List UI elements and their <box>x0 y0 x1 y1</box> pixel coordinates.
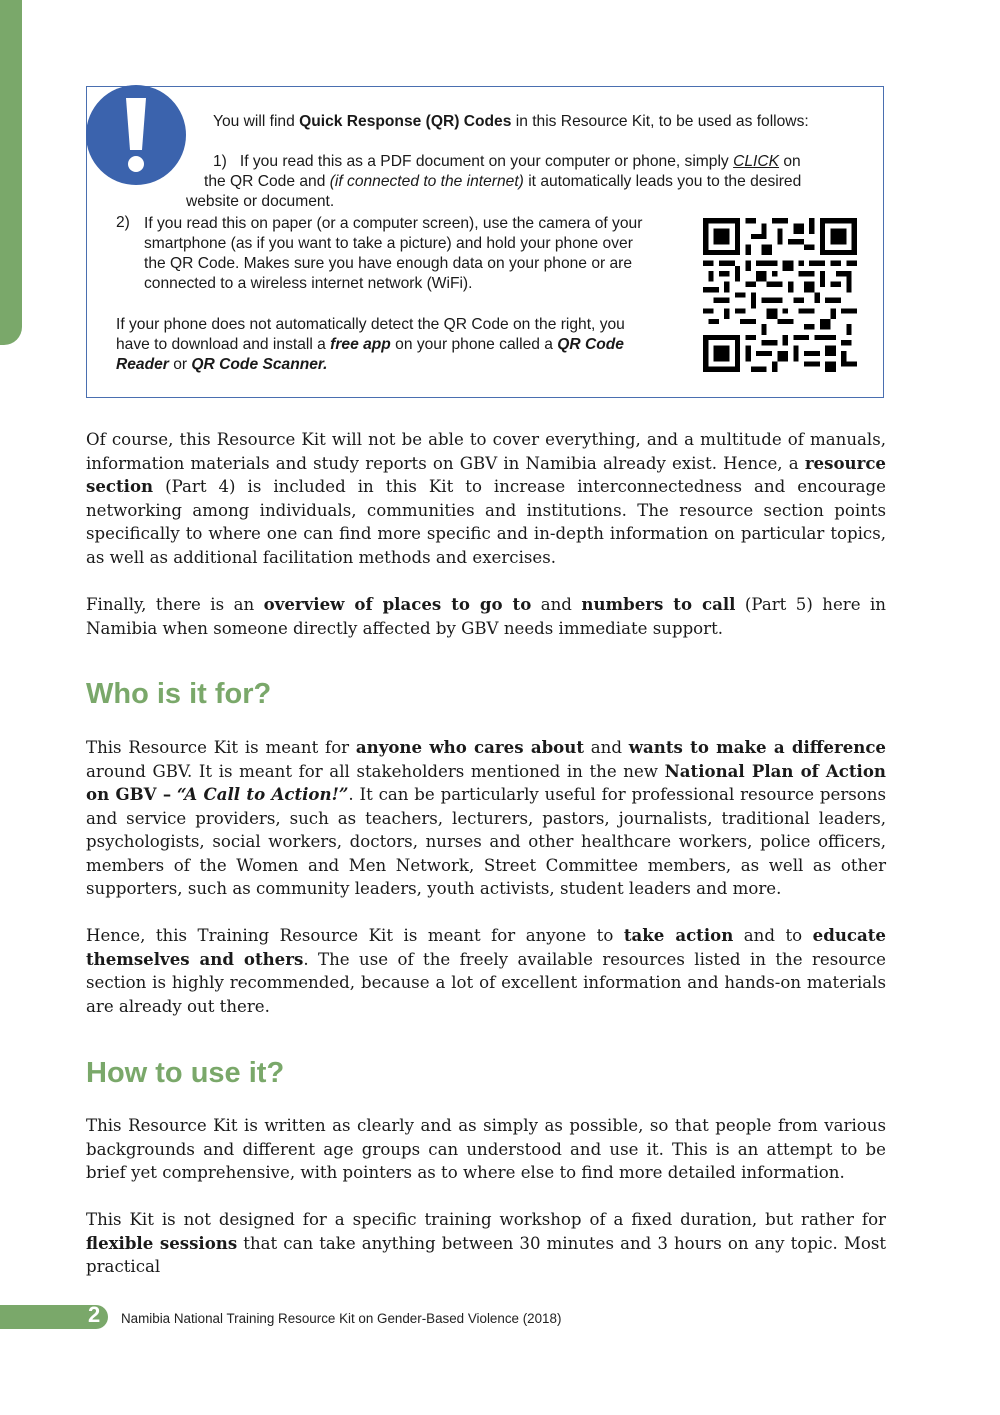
click-link[interactable]: CLICK <box>733 153 779 170</box>
qr-code-icon[interactable] <box>703 218 857 372</box>
paragraph-places-to-go: Finally, there is an overview of places to go to and numbers to call (Part 5) here in Namibia when someone directly affected by GBV needs immediate support. <box>86 594 886 638</box>
heading-how-to-use-it: How to use it? <box>86 1057 285 1089</box>
paragraph-take-action: Hence, this Training Resource Kit is meant for anyone to take action and to educate themselves and others. The use of the freely available resources listed in the resource section is highly recommended, because a lot of excellent information and hands-on materials are already out there. <box>86 925 886 1016</box>
qr-item-2-num: 2) <box>116 214 130 231</box>
qr-item-2: If you read this on paper (or a computer screen), use the camera of your smartphone (as if you want to take a picture) and hold your phone over the QR Code. Makes sure you have enough data on your phone or are connected to a wireless internet network (WiFi). <box>144 215 643 292</box>
qr-app-note: If your phone does not automatically detect the QR Code on the right, you have to download and install a free app on your phone called a QR Code Reader or QR Code Scanner. <box>116 316 625 373</box>
side-tab-decoration <box>0 0 22 345</box>
paragraph-clarity: This Resource Kit is written as clearly and as simply as possible, so that people from various backgrounds and different age groups can understood and use it. This is an attempt to be brief yet comprehensive, with pointers as to where else to find more detailed information. <box>86 1116 886 1182</box>
paragraph-audience: This Resource Kit is meant for anyone who cares about and wants to make a difference around GBV. It is meant for all stakeholders mentioned in the new National Plan of Action on GBV – “A Call to Action!”. It can be particularly useful for professional resource persons and service providers, such as teachers, lecturers, pastors, journalists, traditional leaders, psychologists, social workers, doctors, nurses and other healthcare workers, police officers, members of the Women and Men Network, Street Committee members, as well as other supporters, such as community leaders, youth activists, student leaders and more. <box>86 737 887 898</box>
footer-title: Namibia National Training Resource Kit on Gender-Based Violence (2018) <box>121 1311 562 1326</box>
paragraph-resource-section: Of course, this Resource Kit will not be able to cover everything, and a multitude of manuals, information materials and study reports on GBV in Namibia already exist. Hence, a resource section (Part 4) is included in this Kit to increase interconnectedness and encourage networking among individuals, communities and institutions. The resource section points specifically to where one can find more specific and in-depth information on particular topics, as well as additional facilitation methods and exercises. <box>86 430 886 567</box>
qr-item-1-line1: 1) If you read this as a PDF document on your computer or phone, simply CLICK on <box>213 153 801 170</box>
paragraph-flexible-sessions: This Kit is not designed for a specific training workshop of a fixed duration, but rather for flexible sessions that can take anything between 30 minutes and 3 hours on any topic. Most practical <box>86 1210 887 1276</box>
qr-item-1-line3: website or document. <box>186 193 335 210</box>
qr-item-1-line2: the QR Code and (if connected to the internet) it automatically leads you to the desired <box>204 173 802 190</box>
heading-who-is-it-for: Who is it for? <box>86 678 272 710</box>
page-number: 2 <box>88 1302 101 1327</box>
qr-intro: You will find Quick Response (QR) Codes in this Resource Kit, to be used as follows: <box>213 113 809 130</box>
exclamation-icon <box>85 84 187 186</box>
